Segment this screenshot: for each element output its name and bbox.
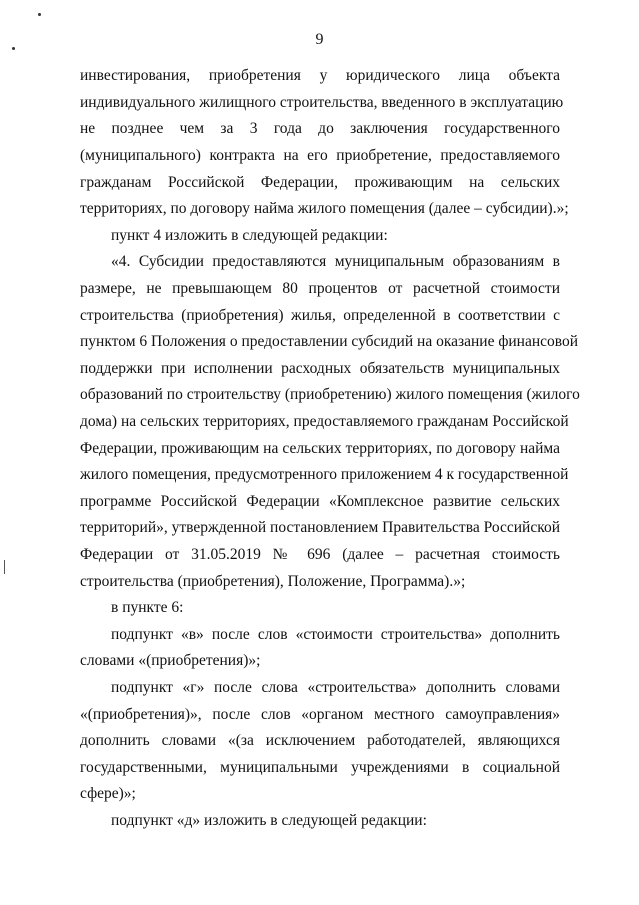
text-line: пункт 4 изложить в следующей редакции:: [111, 227, 388, 244]
text-line: инвестирования, приобретения у юридического лица объекта: [80, 67, 560, 84]
text-line: (муниципального) контракта на его приобретение, предоставляемого: [80, 147, 560, 164]
text-line: подпункт «д» изложить в следующей редакции:: [111, 812, 427, 829]
page-number: 9: [315, 31, 324, 48]
text-line: строительства (приобретения) жилья, определенной в соответствии с: [80, 307, 560, 324]
text-line: «4. Субсидии предоставляются муниципальным образованиям в: [111, 253, 560, 270]
text-line: Федерации от 31.05.2019 № 696 (далее – расчетная стоимость: [80, 546, 560, 563]
text-line: образований по строительству (приобретению) жилого помещения (жилого: [80, 386, 580, 403]
text-line: строительства (приобретения), Положение, Программа).»;: [80, 573, 466, 590]
text-line: подпункт «г» после слова «строительства» дополнить словами: [111, 679, 560, 696]
text-line: Федерации, проживающим на сельских территориях, по договору найма: [80, 440, 560, 457]
text-line: в пункте 6:: [111, 599, 184, 616]
text-line: поддержки при исполнении расходных обязательств муниципальных: [80, 360, 560, 377]
text-line: государственными, муниципальными учреждениями в социальной: [80, 759, 560, 776]
text-line: индивидуального жилищного строительства, введенного в эксплуатацию: [80, 94, 564, 111]
text-line: сфере)»;: [80, 785, 136, 802]
text-line: гражданам Российской Федерации, проживающим на сельских: [80, 174, 560, 191]
text-line: пунктом 6 Положения о предоставлении субсидий на оказание финансовой: [80, 333, 579, 350]
text-line: дома) на сельских территориях, предоставляемого гражданам Российской: [80, 413, 569, 430]
scan-speck: [38, 13, 41, 16]
text-line: «(приобретения)», после слов «органом местного самоуправления»: [80, 706, 560, 723]
text-line: территориях, по договору найма жилого помещения (далее – субсидии).»;: [80, 200, 569, 217]
scan-mark: [4, 560, 5, 574]
text-line: не позднее чем за 3 года до заключения государственного: [80, 120, 560, 137]
text-line: дополнить словами «(за исключением работодателей, являющихся: [80, 732, 560, 749]
text-line: жилого помещения, предусмотренного приложением 4 к государственной: [80, 466, 569, 483]
text-line: подпункт «в» после слов «стоимости строительства» дополнить: [111, 626, 560, 643]
text-line: программе Российской Федерации «Комплексное развитие сельских: [80, 493, 560, 510]
text-line: размере, не превышающем 80 процентов от расчетной стоимости: [80, 280, 560, 297]
text-line: территорий», утвержденной постановлением Правительства Российской: [80, 519, 560, 536]
text-line: словами «(приобретения)»;: [80, 652, 261, 669]
